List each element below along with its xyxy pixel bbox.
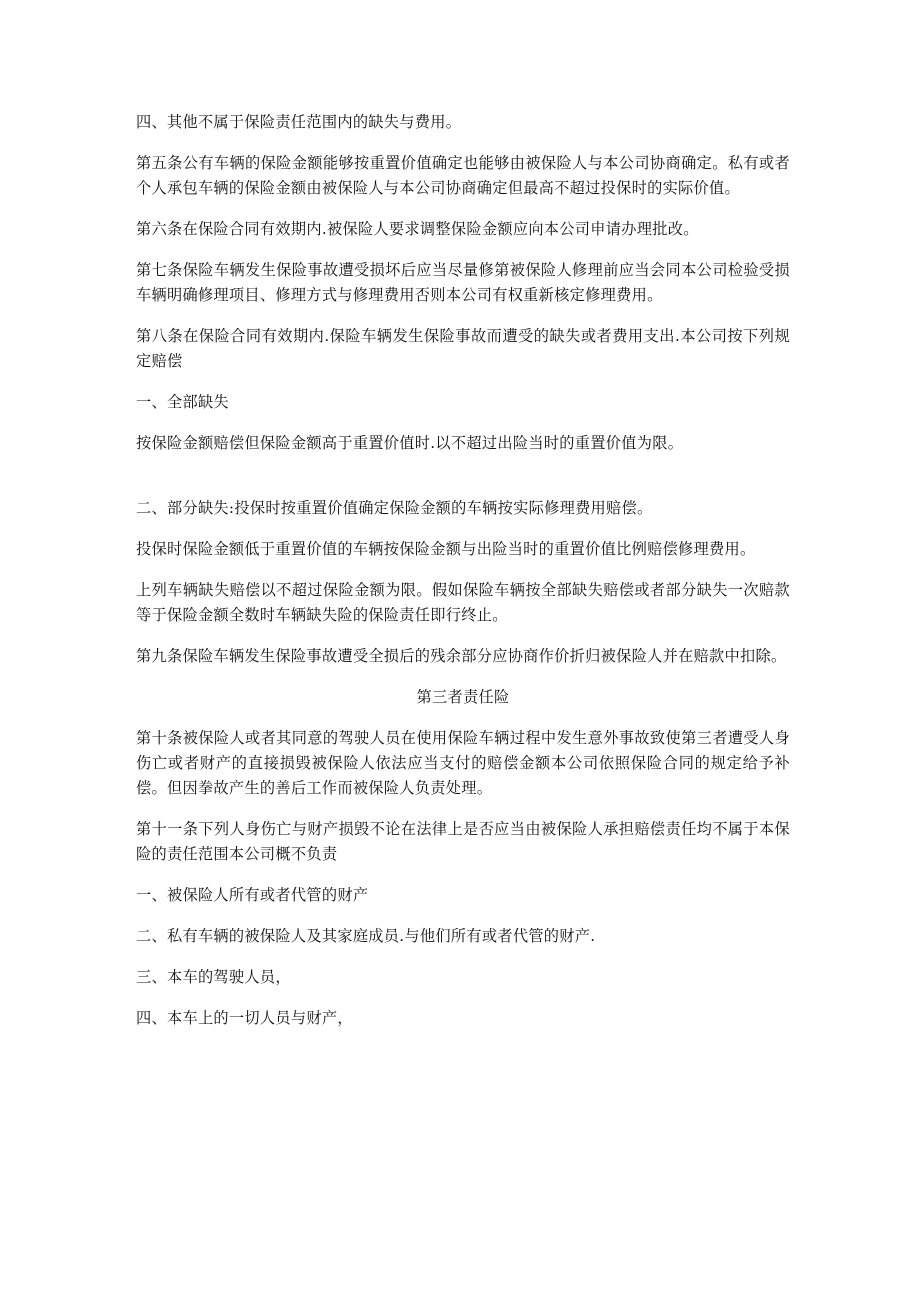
paragraph: 第十条被保险人或者其同意的驾驶人员在使用保险车辆过程中发生意外事故致使第三者遭受人身伤亡或者财产的直接损毁被保险人依法应当支付的赔偿金额本公司依照保险合同的规定给予补偿。但因拳故产生的善后工作而被保险人负责处理。 <box>136 729 790 797</box>
paragraph: 二、部分缺失:投保时按重置价值确定保险金额的车辆按实际修理费用赔偿。 <box>136 499 653 517</box>
paragraph: 四、其他不属于保险责任范围内的缺失与费用。 <box>136 113 462 131</box>
paragraph: 第五条公有车辆的保险金额能够按重置价值确定也能够由被保险人与本公司协商确定。私有或者个人承包车辆的保险金额由被保险人与本公司协商确定但最高不超过投保时的实际价值。 <box>136 154 790 197</box>
paragraph: 三、本车的驾驶人员， <box>136 968 291 986</box>
paragraph: 投保时保险金额低于重置价值的车辆按保险金额与出险当时的重置价值比例赔偿修理费用。 <box>136 540 756 558</box>
paragraph: 一、全部缺失 <box>136 393 229 411</box>
paragraph: 第十一条下列人身伤亡与财产损毁不论在法律上是否应当由被保险人承担赔偿责任均不属于本保险的责任范围本公司概不负责 <box>136 820 790 863</box>
paragraph: 第六条在保险合同有效期内.被保险人要求调整保险金额应向本公司申请办理批改。 <box>136 220 699 238</box>
section-heading: 第三者责任险 <box>416 688 510 706</box>
paragraph: 第九条保险车辆发生保险事故遭受全损后的残余部分应协商作价折归被保险人并在赔款中扣除。 <box>136 647 787 665</box>
paragraph: 第七条保险车辆发生保险事故遭受损坏后应当尽量修第被保险人修理前应当会同本公司检验受损车辆明确修理项目、修理方式与修理费用否则本公司有权重新核定修理费用。 <box>136 261 790 304</box>
paragraph: 一、被保险人所有或者代管的财产 <box>136 886 369 904</box>
paragraph: 二、私有车辆的被保险人及其家庭成员.与他们所有或者代管的财产. <box>136 927 596 945</box>
paragraph: 四、本车上的一切人员与财产， <box>136 1009 353 1027</box>
document-body <box>136 110 790 1047</box>
paragraph: 第八条在保险合同有效期内.保险车辆发生保险事故而遭受的缺失或者费用支出.本公司按下列规定赔偿 <box>136 327 790 370</box>
paragraph: 上列车辆缺失赔偿以不超过保险金额为限。假如保险车辆按全部缺失赔偿或者部分缺失一次赔款等于保险金额全数时车辆缺失险的保险责任即行终止。 <box>136 581 790 624</box>
paragraph: 按保险金额赔偿但保险金额高于重置价值时.以不超过出险当时的重置价值为限。 <box>136 434 684 452</box>
